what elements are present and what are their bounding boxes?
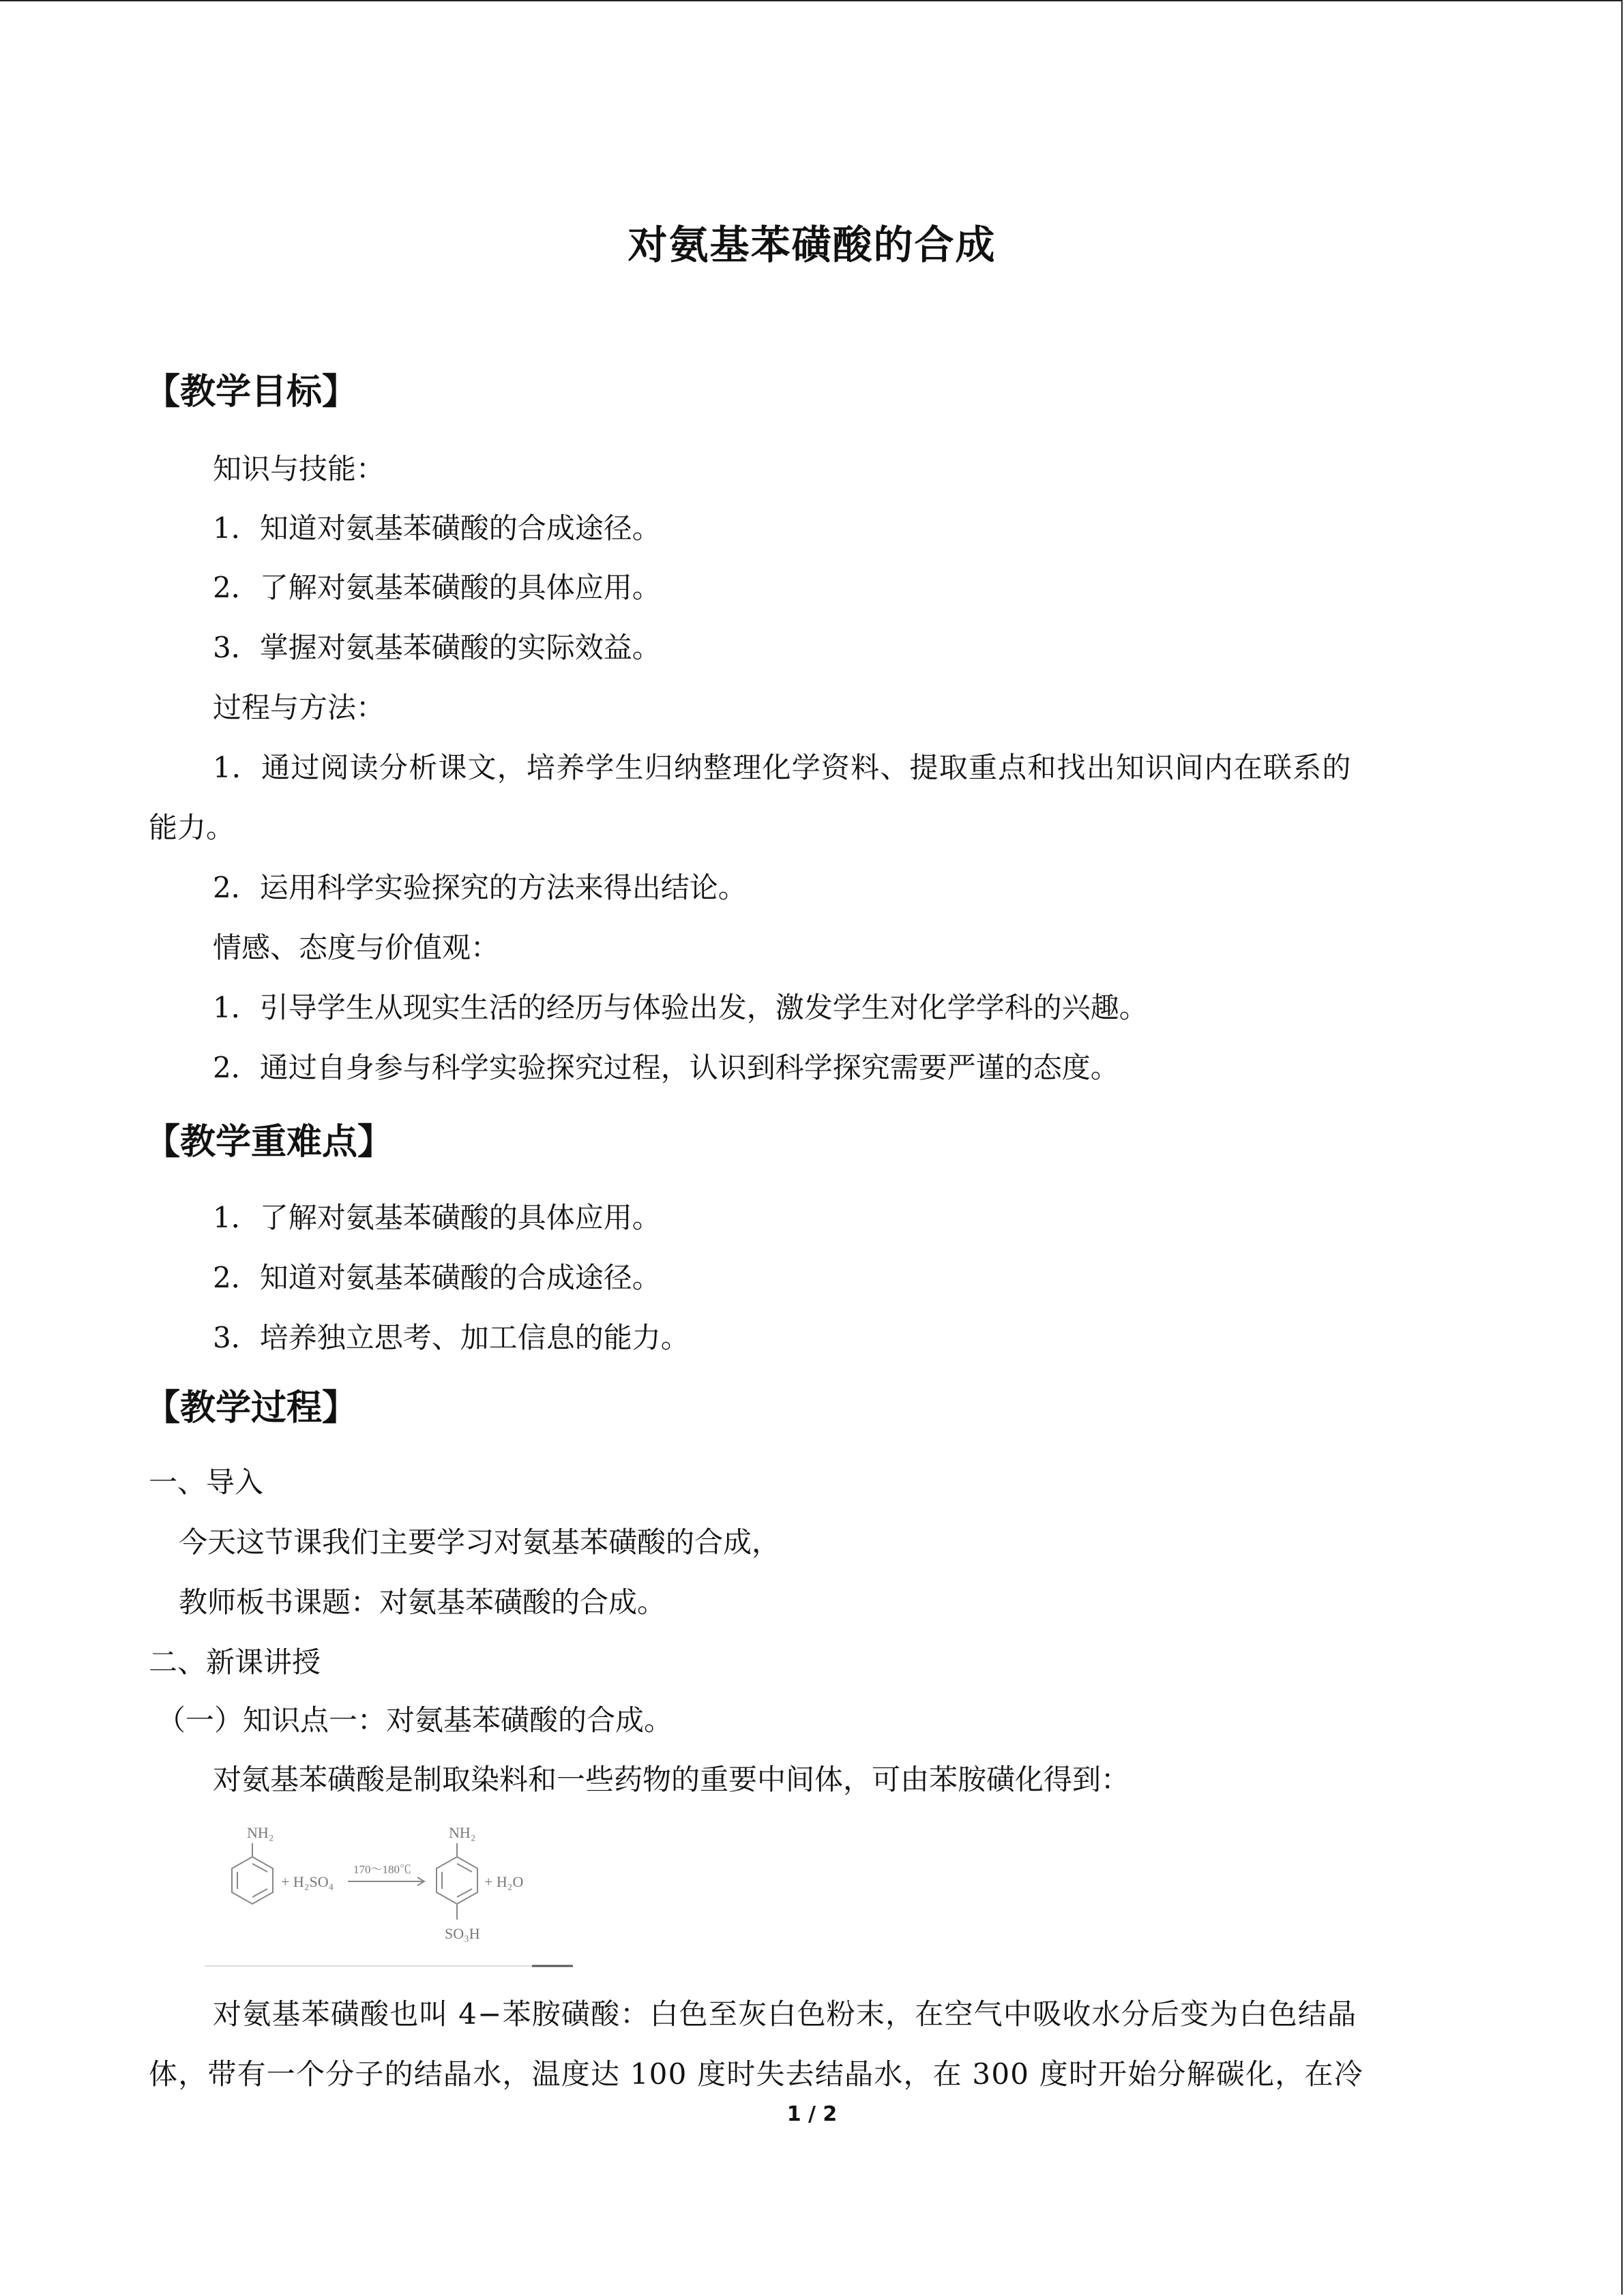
part2-title: 二、新课讲授 (149, 1645, 321, 1679)
part1-title: 一、导入 (149, 1465, 264, 1499)
product-top-group: NH₂ (449, 1824, 476, 1841)
sulfonation-reaction-diagram (205, 1817, 587, 1974)
key-point-item: 1．了解对氨基苯磺酸的具体应用。 (213, 1201, 661, 1234)
description-line: 体，带有一个分子的结晶水，温度达 100 度时失去结晶水，在 300 度时开始分解碳化，在冷 (149, 2057, 1363, 2091)
knowledge-label: 知识与技能： (213, 452, 385, 486)
process-item: 1．通过阅读分析课文，培养学生归纳整理化学资料、提取重点和找出知识间内在联系的 (213, 751, 1352, 784)
knowledge-item: 1．知道对氨基苯磺酸的合成途径。 (213, 511, 661, 545)
process-heading: 【教学过程】 (145, 1388, 358, 1429)
knowledge-point-intro: 对氨基苯磺酸是制取染料和一些药物的重要中间体，可由苯胺磺化得到： (213, 1763, 1130, 1796)
key-point-item: 2．知道对氨基苯磺酸的合成途径。 (213, 1261, 661, 1294)
process-item-continuation: 能力。 (149, 811, 235, 844)
emotion-item: 1．引导学生从现实生活的经历与体验出发，激发学生对化学学科的兴趣。 (213, 991, 1148, 1024)
emotion-item: 2．通过自身参与科学实验探究过程，认识到科学探究需要严谨的态度。 (213, 1051, 1119, 1084)
objectives-heading: 【教学目标】 (145, 372, 358, 413)
process-label: 过程与方法： (213, 691, 385, 724)
page-number: 1 / 2 (786, 2102, 838, 2126)
knowledge-point-title: （一）知识点一：对氨基苯磺酸的合成。 (157, 1703, 673, 1737)
intro-line: 今天这节课我们主要学习对氨基苯磺酸的合成， (179, 1525, 781, 1559)
reaction-condition: 170～180℃ (353, 1863, 411, 1876)
byproduct: + H₂O (484, 1873, 524, 1890)
product-bottom-group: SO₃H (445, 1925, 480, 1942)
key-points-heading: 【教学重难点】 (145, 1122, 394, 1163)
emotion-label: 情感、态度与价值观： (213, 931, 500, 964)
reactant-group: NH₂ (247, 1824, 274, 1841)
key-point-item: 3．培养独立思考、加工信息的能力。 (213, 1321, 690, 1354)
description-line: 对氨基苯磺酸也叫 4−苯胺磺酸：白色至灰白色粉末，在空气中吸收水分后变为白色结晶 (213, 1997, 1357, 2031)
document-title: 对氨基苯磺酸的合成 (628, 222, 996, 268)
knowledge-item: 2．了解对氨基苯磺酸的具体应用。 (213, 571, 661, 604)
process-item: 2．运用科学实验探究的方法来得出结论。 (213, 871, 747, 904)
reagent: + H₂SO₄ (281, 1873, 334, 1890)
knowledge-item: 3．掌握对氨基苯磺酸的实际效益。 (213, 631, 661, 664)
intro-line: 教师板书课题：对氨基苯磺酸的合成。 (179, 1585, 666, 1619)
